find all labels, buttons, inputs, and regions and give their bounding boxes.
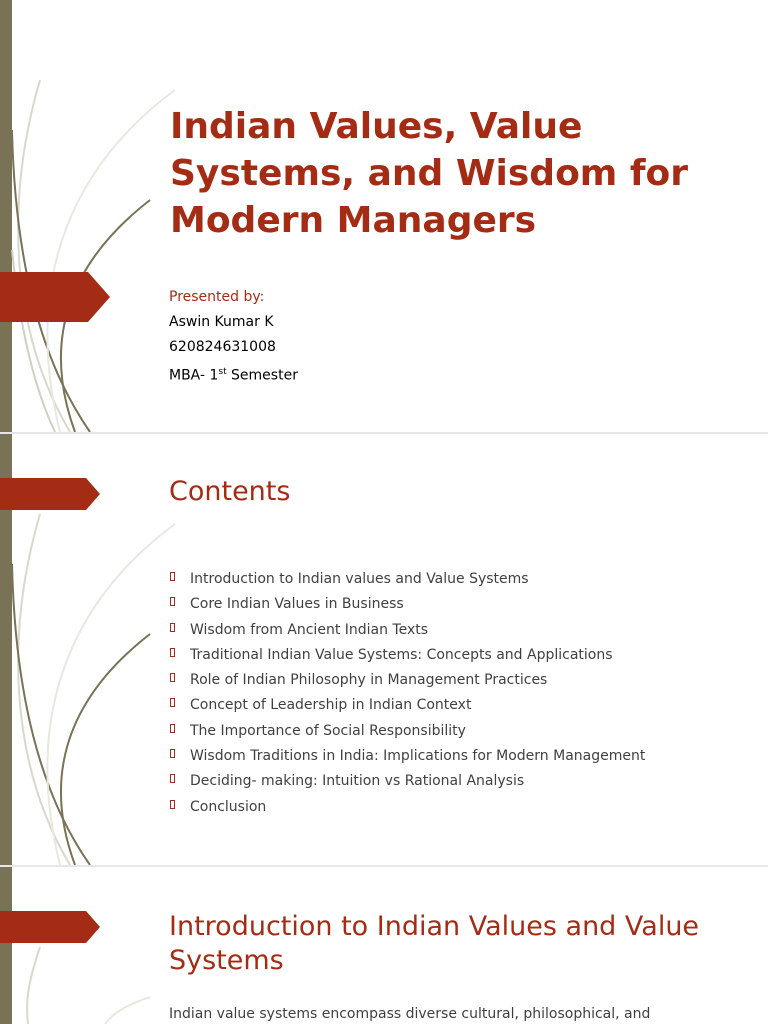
accent-tab-shape	[0, 478, 100, 510]
bullet-icon	[170, 724, 175, 733]
list-item-text: The Importance of Social Responsibility	[190, 722, 466, 739]
slide-title: Indian Values, Value Systems, and Wisdom for Modern Managers	[170, 106, 688, 241]
bullet-icon	[170, 648, 175, 657]
list-item	[170, 592, 645, 617]
bullet-icon	[170, 749, 175, 758]
list-item-text: Role of Indian Philosophy in Management Practices	[190, 672, 548, 689]
bullet-icon	[170, 597, 175, 606]
bullet-icon	[170, 774, 175, 783]
semester-superscript: st	[218, 367, 227, 377]
presented-by-label: Presented by:	[169, 289, 265, 305]
list-item-text: Conclusion	[190, 798, 267, 815]
presenter-block	[169, 285, 298, 389]
list-item	[170, 719, 645, 744]
bullet-icon	[170, 673, 175, 682]
semester-suffix: Semester	[226, 367, 298, 384]
list-item-text: Wisdom Traditions in India: Implications for Modern Management	[190, 748, 646, 765]
list-item	[170, 693, 645, 718]
list-item-text: Deciding- making: Intuition vs Rational Analysis	[190, 773, 525, 790]
list-item-text: Traditional Indian Value Systems: Concepts and Applications	[190, 646, 613, 663]
intro-body-text: Indian value systems encompass diverse cultural, philosophical, and	[169, 1006, 651, 1022]
bullet-icon	[170, 623, 175, 632]
semester-prefix: MBA- 1	[169, 367, 219, 384]
contents-heading: Contents	[169, 476, 291, 507]
accent-tab-shape	[0, 911, 100, 943]
presenter-id: 620824631008	[169, 339, 276, 355]
bullet-icon	[170, 572, 175, 581]
contents-list	[170, 567, 645, 820]
list-item	[170, 769, 645, 794]
presenter-name: Aswin Kumar K	[169, 314, 274, 330]
accent-tab-shape	[0, 272, 110, 322]
list-item-text: Wisdom from Ancient Indian Texts	[190, 621, 429, 638]
list-item-text: Concept of Leadership in Indian Context	[190, 697, 472, 714]
list-item-text: Introduction to Indian values and Value Systems	[190, 571, 529, 587]
list-item	[170, 744, 645, 769]
list-item	[170, 668, 645, 693]
list-item	[170, 643, 645, 668]
bullet-icon	[170, 800, 175, 809]
list-item	[170, 567, 645, 592]
list-item	[170, 618, 645, 643]
intro-heading: Introduction to Indian Values and Value Systems	[169, 911, 700, 976]
list-item-text: Core Indian Values in Business	[190, 596, 404, 613]
bullet-icon	[170, 698, 175, 707]
title-slide	[0, 0, 768, 432]
list-item	[170, 795, 645, 820]
semester-line	[169, 360, 298, 389]
